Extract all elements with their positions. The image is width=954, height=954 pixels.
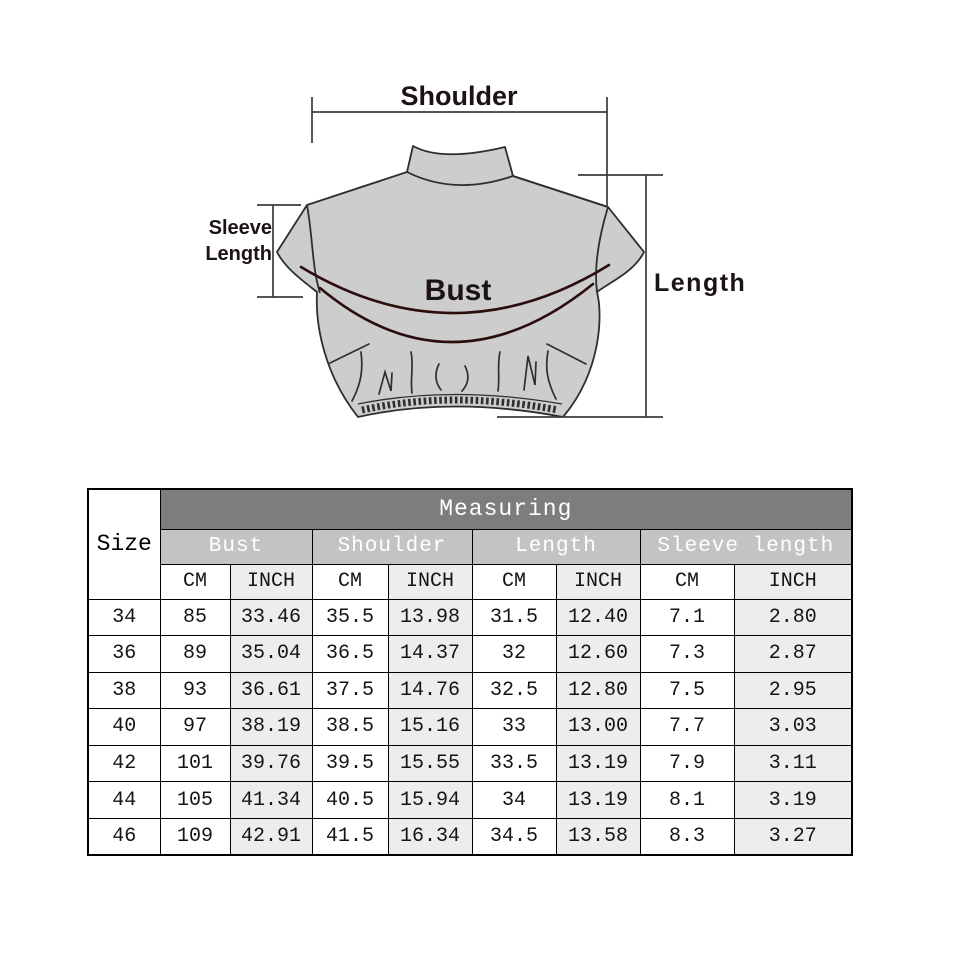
size-cell: 46 <box>88 818 160 855</box>
table-row <box>88 709 852 746</box>
measure-cell: 12.60 <box>556 636 640 673</box>
measure-cell: 13.00 <box>556 709 640 746</box>
bust-group-header: Bust <box>160 529 312 564</box>
table-row <box>88 745 852 782</box>
measure-cell: 2.87 <box>734 636 852 673</box>
measure-cell: 15.16 <box>388 709 472 746</box>
measure-cell: 15.55 <box>388 745 472 782</box>
measure-cell: 32 <box>472 636 556 673</box>
measure-cell: 33.46 <box>230 599 312 636</box>
measure-cell: 3.27 <box>734 818 852 855</box>
measure-cell: 14.76 <box>388 672 472 709</box>
measure-cell: 32.5 <box>472 672 556 709</box>
length-label: Length <box>654 269 747 297</box>
header-row-units <box>88 564 852 599</box>
size-column-header: Size <box>88 489 160 599</box>
measure-cell: 85 <box>160 599 230 636</box>
table-row <box>88 782 852 819</box>
sleeve-inch-header: INCH <box>734 564 852 599</box>
measure-cell: 39.76 <box>230 745 312 782</box>
measure-cell: 3.03 <box>734 709 852 746</box>
length-cm-header: CM <box>472 564 556 599</box>
shoulder-cm-header: CM <box>312 564 388 599</box>
shoulder-inch-header: INCH <box>388 564 472 599</box>
garment-measure-diagram <box>0 0 954 470</box>
measure-cell: 15.94 <box>388 782 472 819</box>
measure-cell: 40.5 <box>312 782 388 819</box>
measure-cell: 8.3 <box>640 818 734 855</box>
size-cell: 42 <box>88 745 160 782</box>
size-cell: 38 <box>88 672 160 709</box>
measure-cell: 34.5 <box>472 818 556 855</box>
measure-cell: 33.5 <box>472 745 556 782</box>
measure-cell: 16.34 <box>388 818 472 855</box>
measure-cell: 8.1 <box>640 782 734 819</box>
garment-diagram-svg <box>0 0 954 470</box>
table-row <box>88 599 852 636</box>
measure-cell: 13.19 <box>556 782 640 819</box>
header-row-groups <box>88 529 852 564</box>
size-cell: 36 <box>88 636 160 673</box>
measure-cell: 35.04 <box>230 636 312 673</box>
size-table-body <box>88 599 852 855</box>
measure-cell: 3.11 <box>734 745 852 782</box>
measure-cell: 33 <box>472 709 556 746</box>
measure-cell: 2.95 <box>734 672 852 709</box>
measure-cell: 97 <box>160 709 230 746</box>
measure-cell: 41.5 <box>312 818 388 855</box>
measure-cell: 38.19 <box>230 709 312 746</box>
bust-inch-header: INCH <box>230 564 312 599</box>
measure-cell: 12.40 <box>556 599 640 636</box>
measure-cell: 2.80 <box>734 599 852 636</box>
measure-cell: 36.5 <box>312 636 388 673</box>
sleeve-cm-header: CM <box>640 564 734 599</box>
measure-cell: 13.58 <box>556 818 640 855</box>
measure-cell: 13.19 <box>556 745 640 782</box>
sleeve-length-label-line1: Sleeve <box>208 217 272 239</box>
length-group-header: Length <box>472 529 640 564</box>
measure-cell: 38.5 <box>312 709 388 746</box>
size-measurement-table <box>87 488 853 856</box>
shoulder-group-header: Shoulder <box>312 529 472 564</box>
measure-cell: 35.5 <box>312 599 388 636</box>
measure-cell: 41.34 <box>230 782 312 819</box>
measure-cell: 101 <box>160 745 230 782</box>
measure-cell: 34 <box>472 782 556 819</box>
measure-cell: 13.98 <box>388 599 472 636</box>
size-cell: 40 <box>88 709 160 746</box>
length-inch-header: INCH <box>556 564 640 599</box>
measure-cell: 7.3 <box>640 636 734 673</box>
size-cell: 34 <box>88 599 160 636</box>
table-row <box>88 636 852 673</box>
measure-cell: 7.1 <box>640 599 734 636</box>
measure-cell: 14.37 <box>388 636 472 673</box>
measure-cell: 105 <box>160 782 230 819</box>
measure-cell: 31.5 <box>472 599 556 636</box>
measure-cell: 39.5 <box>312 745 388 782</box>
measure-cell: 89 <box>160 636 230 673</box>
shoulder-label: Shoulder <box>400 81 518 111</box>
measure-cell: 7.9 <box>640 745 734 782</box>
measure-cell: 12.80 <box>556 672 640 709</box>
measure-cell: 3.19 <box>734 782 852 819</box>
measure-cell: 93 <box>160 672 230 709</box>
sleeve-length-label-line2: Length <box>205 243 272 265</box>
measure-cell: 7.5 <box>640 672 734 709</box>
sleeve-length-group-header: Sleeve length <box>640 529 852 564</box>
header-row-measuring <box>88 489 852 529</box>
measure-cell: 109 <box>160 818 230 855</box>
bust-label: Bust <box>424 274 492 307</box>
measure-cell: 36.61 <box>230 672 312 709</box>
measure-cell: 7.7 <box>640 709 734 746</box>
size-cell: 44 <box>88 782 160 819</box>
measure-cell: 37.5 <box>312 672 388 709</box>
measure-cell: 42.91 <box>230 818 312 855</box>
table-row <box>88 672 852 709</box>
measuring-header: Measuring <box>160 489 852 529</box>
table-row <box>88 818 852 855</box>
bust-cm-header: CM <box>160 564 230 599</box>
